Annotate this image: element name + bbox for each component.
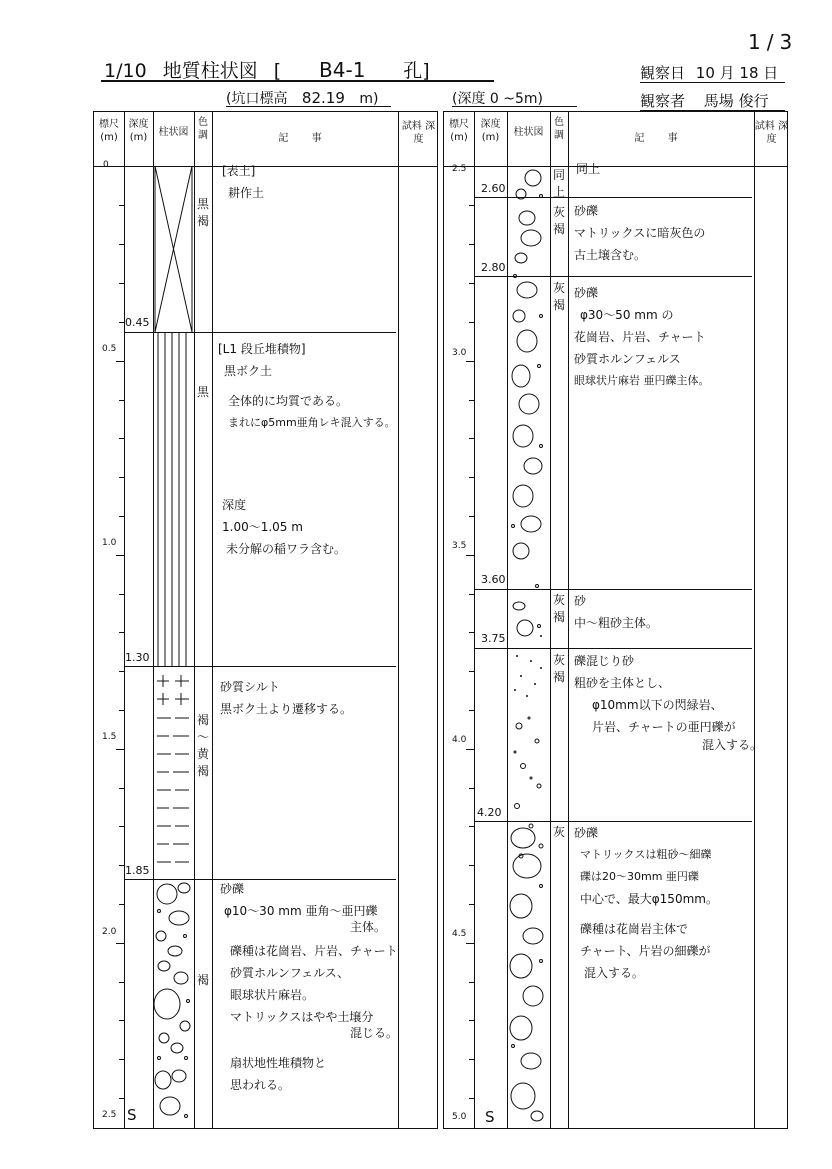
left-log-panel	[93, 111, 438, 1129]
scale-label: 5.0	[452, 1112, 467, 1122]
layer-description: [L1 段丘堆積物] 黒ボク土 全体的に均質である。 まれにφ5mm亜角レキ混入する。 深度 1.00～1.05 m 未分解の稲ワラ含む。	[218, 342, 396, 556]
depth-mark: 4.20	[477, 806, 502, 819]
sep	[398, 112, 399, 1128]
hdr-scale: 標尺 (m)	[99, 119, 119, 143]
observation-date	[640, 62, 778, 83]
depth-mark: 1.85	[125, 864, 150, 877]
right-header-row	[444, 112, 787, 167]
gravel-pattern	[512, 170, 543, 636]
hdr-sample: 試料 深度	[401, 121, 436, 145]
left-column-graphic	[153, 166, 194, 1130]
gravelly-sand-pattern	[514, 717, 543, 858]
layer-description: 砂礫 マトリックスは粗砂～細礫 礫は20～30mm 亜円礫 中心で、最大φ150mm。 礫種は花崗岩主体で チャート、片岩の細礫が 混入する。	[574, 826, 718, 980]
depth-mark: 2.60	[481, 182, 506, 195]
elevation-label: (坑口標高	[226, 91, 288, 107]
scale-label: 3.5	[452, 541, 467, 551]
layer-description: 礫混じり砂 粗砂を主体とし、 φ10mm以下の閃緑岩、 片岩、チャートの亜円礫が 混入する。	[574, 654, 763, 752]
hdr-color: 色 調	[554, 117, 564, 141]
observer-label: 観察者	[640, 92, 686, 110]
sand-pattern	[514, 635, 542, 697]
scale-label: 2.0	[102, 927, 117, 937]
right-column-graphic	[507, 166, 550, 1130]
scale-label: 1.0	[102, 538, 117, 548]
layer-description: [表土] 耕作土	[222, 164, 265, 200]
elevation	[226, 88, 378, 108]
bracket-open: [	[273, 60, 282, 82]
layer-color: 灰褐	[552, 205, 565, 236]
scale-label: 4.0	[452, 735, 467, 745]
layer-description: 砂 中～粗砂主体。	[574, 594, 659, 630]
hdr-description: 記 事	[278, 133, 332, 144]
borehole-id: B4-1	[319, 58, 366, 82]
layer-color: 灰	[552, 825, 565, 839]
depth-mark: 0.45	[125, 316, 150, 329]
layer-color: 灰褐	[552, 653, 565, 684]
layer-color: 黒褐	[196, 197, 209, 228]
depth-range-underline	[452, 106, 577, 107]
layer-color: 灰褐	[552, 281, 565, 312]
scale-label: 3.0	[452, 348, 467, 358]
elevation-unit: m)	[359, 91, 379, 107]
silt-pattern	[157, 675, 189, 862]
sep	[474, 112, 475, 1128]
gravel-pattern	[154, 883, 190, 1118]
observer-name: 馬場 俊行	[703, 92, 769, 110]
elevation-value: 82.19	[301, 89, 345, 107]
kuroboku-pattern	[158, 332, 186, 666]
hdr-sample: 試料 深度	[754, 121, 789, 145]
layer-description: 砂礫 マトリックスに暗灰色の 古土壌含む。	[574, 204, 706, 262]
sep	[124, 112, 125, 1128]
depth-mark: 3.60	[481, 573, 506, 586]
scale-label: 4.5	[452, 929, 467, 939]
depth-mark: 1.30	[125, 651, 150, 664]
hdr-color: 色 調	[198, 117, 208, 141]
scale-label: 0.5	[102, 344, 117, 354]
observer	[640, 90, 769, 111]
end-mark: S	[127, 1106, 137, 1124]
depth-range: (深度 0 ~5m)	[452, 91, 544, 107]
left-header-row	[94, 112, 437, 167]
scale-label: 2.5	[102, 1110, 117, 1120]
elevation-underline	[226, 106, 391, 107]
topsoil-pattern	[155, 166, 192, 332]
layer-color: 同上	[552, 168, 565, 199]
layer-color: 褐～黄褐	[196, 713, 209, 778]
hdr-scale: 標尺 (m)	[449, 119, 469, 143]
depth-mark: 3.75	[481, 632, 506, 645]
layer-color: 灰褐	[552, 593, 565, 624]
layer-description: 砂礫 φ30～50 mm の 花崗岩、片岩、チャート 砂質ホルンフェルス 眼球状片麻岩 亜円礫主体。	[574, 286, 710, 387]
right-log-panel	[443, 111, 788, 1129]
layer-color: 褐	[196, 973, 209, 987]
hdr-description: 記 事	[634, 133, 688, 144]
sep	[754, 112, 755, 1128]
layer-description: 砂礫 φ10～30 mm 亜角～亜円礫 主体。 礫種は花崗岩、片岩、チャート 砂質ホルンフェルス、 眼球状片麻岩。 マトリックスはやや土壌分 混じる。 扇状地性堆積物と 思われる。	[220, 882, 399, 1092]
layer-description: 砂質シルト 黒ボク土より遷移する。	[220, 680, 353, 716]
scale-label: 2.5	[452, 164, 467, 174]
page-title	[104, 56, 430, 83]
obs-date-value: 10 月 18 日	[695, 64, 779, 82]
layer-description: 同上	[576, 162, 601, 176]
title-underline	[101, 80, 494, 82]
hdr-column: 柱状図	[158, 127, 189, 138]
sep	[550, 112, 551, 1128]
layer-color: 黒	[196, 385, 209, 399]
scale-label: 0	[103, 160, 109, 170]
title-text: 地質柱状図	[162, 60, 258, 82]
hdr-depth: 深度 (m)	[128, 119, 149, 143]
coarse-gravel-pattern	[510, 828, 543, 1121]
sep	[212, 112, 213, 1128]
obs-date-underline	[640, 82, 785, 83]
hdr-column: 柱状図	[513, 127, 544, 138]
borehole-suffix: 孔]	[403, 60, 430, 82]
hdr-depth: 深度 (m)	[480, 119, 501, 143]
page-number: 1/3	[748, 30, 799, 54]
end-mark: S	[485, 1108, 495, 1126]
obs-date-label: 観察日	[640, 64, 686, 82]
scale-label: 1.5	[102, 732, 117, 742]
sep	[194, 112, 195, 1128]
depth-mark: 2.80	[481, 261, 506, 274]
scale-label: 1/10	[104, 60, 147, 82]
sep	[568, 112, 569, 1128]
